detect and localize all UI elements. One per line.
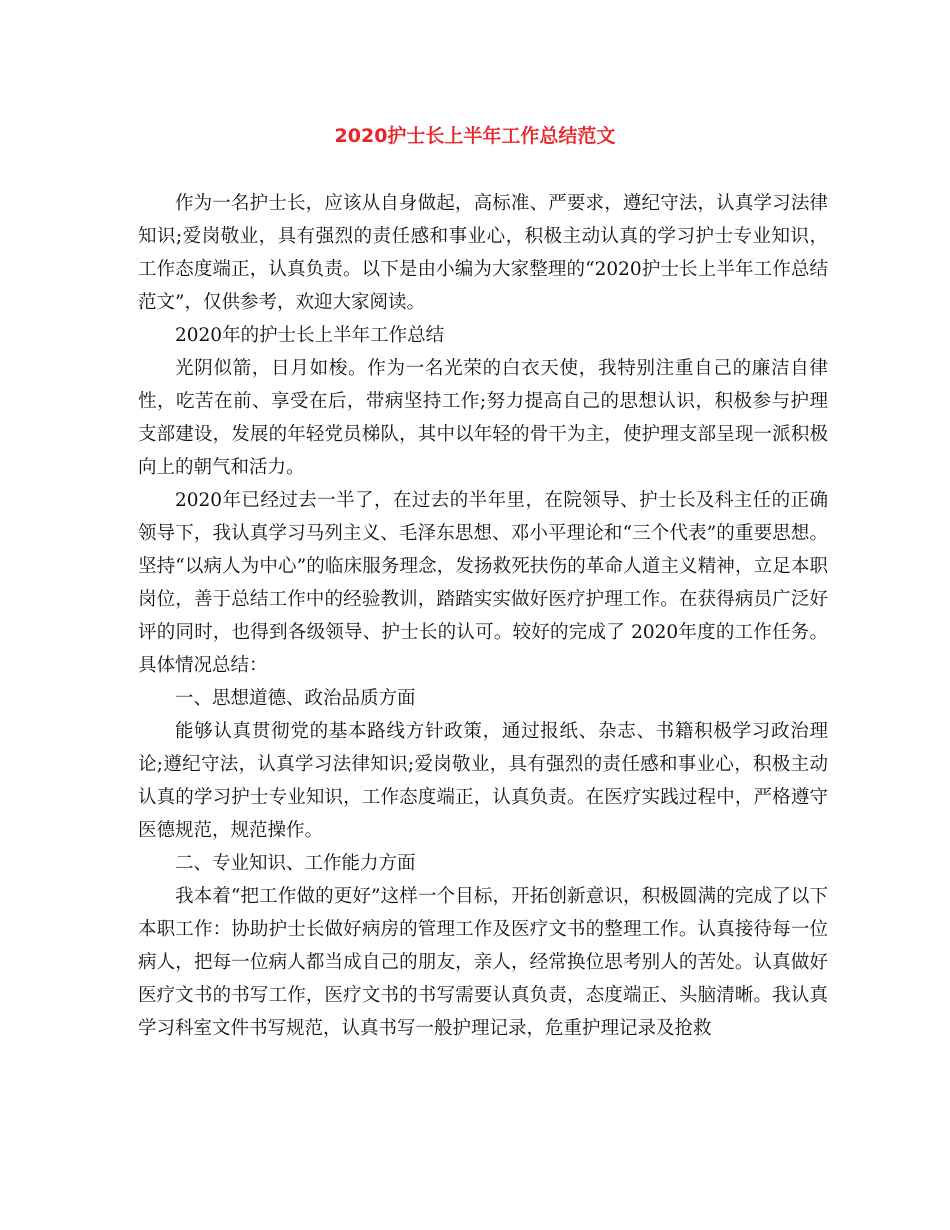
body-paragraph-3: 能够认真贯彻党的基本路线方针政策，通过报纸、杂志、书籍积极学习政治理论;遵纪守法，认真学习法律知识;爱岗敬业，具有强烈的责任感和事业心，积极主动认真的学习护士专业知识，工作态度端正，认真负责。在医疗实践过程中，严格遵守医德规范，规范操作。 [138, 721, 828, 841]
section-heading-summary: 2020年的护士长上半年工作总结 [175, 325, 445, 346]
body-paragraph-4: 我本着“把工作做的更好”这样一个目标，开拓创新意识，积极圆满的完成了以下本职工作：协助护士长做好病房的管理工作及医疗文书的整理工作。认真接待每一位病人，把每一位病人都当成自己的朋友，亲人，经常换位思考别人的苦处。认真做好医疗文书的书写工作，医疗文书的书写需要认真负责，态度端正、头脑清晰。我认真学习科室文件书写规范，认真书写一般护理记录，危重护理记录及抢救 [138, 886, 828, 1039]
intro-paragraph: 作为一名护士长，应该从自身做起，高标准、严要求，遵纪守法，认真学习法律知识;爱岗敬业，具有强烈的责任感和事业心，积极主动认真的学习护士专业知识，工作态度端正，认真负责。以下是由小编为大家整理的“2020护士长上半年工作总结范文”，仅供参考，欢迎大家阅读。 [138, 193, 828, 313]
document-body [138, 187, 828, 1045]
section-heading-morality: 一、思想道德、政治品质方面 [175, 688, 416, 709]
body-paragraph-1: 光阴似箭，日月如梭。作为一名光荣的白衣天使，我特别注重自己的廉洁自律性，吃苦在前、享受在后，带病坚持工作;努力提高自己的思想认识，积极参与护理支部建设，发展的年轻党员梯队，其中以年轻的骨干为主，使护理支部呈现一派积极向上的朝气和活力。 [138, 358, 828, 478]
body-paragraph-2: 2020年已经过去一半了，在过去的半年里，在院领导、护士长及科主任的正确领导下，我认真学习马列主义、毛泽东思想、邓小平理论和“三个代表”的重要思想。坚持“以病人为中心”的临床服务理念，发扬救死扶伤的革命人道主义精神，立足本职岗位，善于总结工作中的经验教训，踏踏实实做好医疗护理工作。在获得病员广泛好评的同时，也得到各级领导、护士长的认可。较好的完成了 2020年度的工作任务。具体情况总结： [138, 490, 828, 676]
section-heading-expertise: 二、专业知识、工作能力方面 [175, 853, 416, 874]
document-title: 2020护士长上半年工作总结范文 [334, 125, 616, 147]
